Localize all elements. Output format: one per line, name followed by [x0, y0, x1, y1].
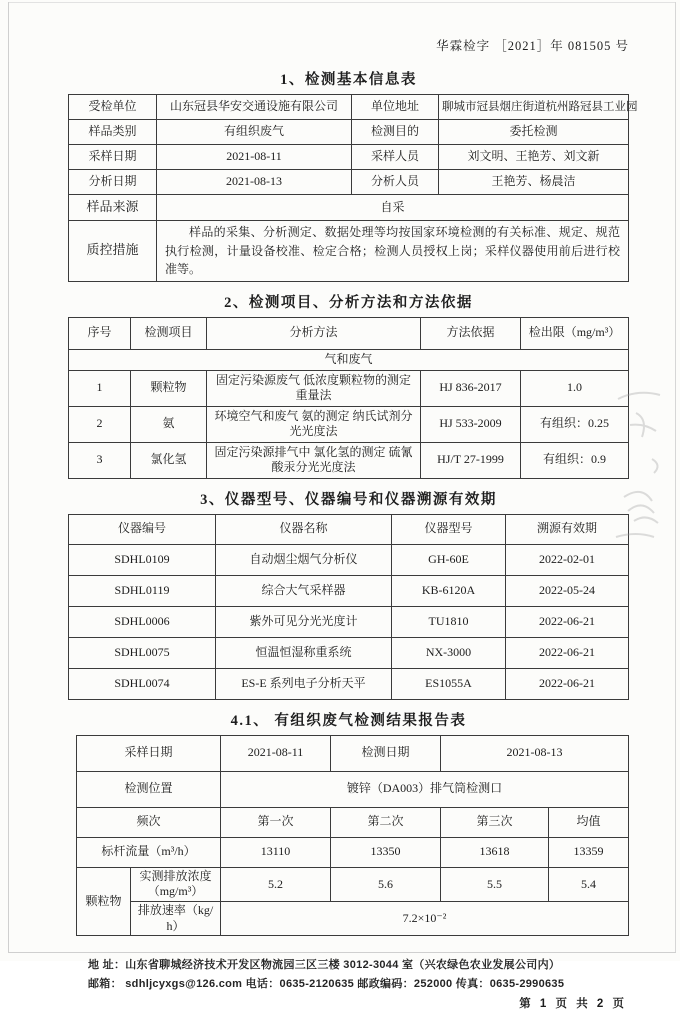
- cell-code: SDHL0074: [69, 668, 216, 699]
- table-row: [69, 170, 629, 195]
- cell-method: 固定污染源废气 低浓度颗粒物的测定 重量法: [207, 370, 421, 406]
- scan-edge: [8, 952, 676, 953]
- cell-label: 采样日期: [69, 145, 157, 170]
- cell-value: 2021-08-11: [157, 145, 352, 170]
- cell-value: 2021-08-11: [221, 735, 331, 771]
- cell-value: 13350: [331, 837, 441, 867]
- cell-value: 5.2: [221, 867, 331, 901]
- doc-number: 华霖检字 ［2021］年 081505 号: [436, 39, 629, 53]
- column-header: 仪器型号: [392, 514, 506, 544]
- cell-no: 3: [69, 442, 131, 478]
- table-row: [69, 606, 629, 637]
- footer-address: 地 址：山东省聊城经济技术开发区物流园三区三楼 3012-3044 室（兴农绿色农业发展公司内）: [88, 959, 561, 972]
- cell-label: 检测目的: [352, 120, 439, 145]
- cell-name: 综合大气采样器: [216, 575, 392, 606]
- cell-item: 颗粒物: [131, 370, 207, 406]
- cell-limit: 有组织：0.25: [521, 406, 629, 442]
- cell-value: 5.5: [441, 867, 549, 901]
- cell-label: 样品来源: [69, 195, 157, 221]
- cell-label: 分析日期: [69, 170, 157, 195]
- cell-item: 氯化氢: [131, 442, 207, 478]
- table-header-row: [69, 317, 629, 349]
- cell-value: 聊城市冠县烟庄街道杭州路冠县工业园: [439, 95, 629, 120]
- table-row: [69, 145, 629, 170]
- column-header: 方法依据: [421, 317, 521, 349]
- cell-name: ES-E 系列电子分析天平: [216, 668, 392, 699]
- cell-method: 固定污染源排气中 氯化氢的测定 硫氰酸汞分光光度法: [207, 442, 421, 478]
- cell-pollutant: 颗粒物: [77, 867, 131, 935]
- cell-limit: 1.0: [521, 370, 629, 406]
- table-row: [69, 544, 629, 575]
- column-header: 序号: [69, 317, 131, 349]
- table-row: [69, 195, 629, 221]
- cell-valid: 2022-06-21: [506, 637, 629, 668]
- table-row: [77, 837, 629, 867]
- cell-method: 环境空气和废气 氨的测定 纳氏试剂分光光度法: [207, 406, 421, 442]
- cell-name: 自动烟尘烟气分析仪: [216, 544, 392, 575]
- table-row: [69, 575, 629, 606]
- scan-edge: [8, 2, 9, 953]
- column-header: 第一次: [221, 807, 331, 837]
- section4-title: 4.1、 有组织废气检测结果报告表: [230, 712, 467, 729]
- table-row: [69, 221, 629, 282]
- table-header-row: [77, 807, 629, 837]
- footer: [88, 956, 629, 993]
- cell-label: 受检单位: [69, 95, 157, 120]
- cell-value: 镀锌（DA003）排气筒检测口: [221, 771, 629, 807]
- table-row: [69, 668, 629, 699]
- cell-code: SDHL0006: [69, 606, 216, 637]
- cell-value: 委托检测: [439, 120, 629, 145]
- cell-label: 单位地址: [352, 95, 439, 120]
- column-header: 仪器编号: [69, 514, 216, 544]
- cell-valid: 2022-06-21: [506, 606, 629, 637]
- cell-limit: 有组织：0.9: [521, 442, 629, 478]
- cell-name: 紫外可见分光光度计: [216, 606, 392, 637]
- cell-value: 2021-08-13: [157, 170, 352, 195]
- table-header-row: [69, 514, 629, 544]
- table-row: [69, 406, 629, 442]
- column-header: 第三次: [441, 807, 549, 837]
- cell-value: 13359: [549, 837, 629, 867]
- column-header: 检出限（mg/m³）: [521, 317, 629, 349]
- cell-basis: HJ/T 27-1999: [421, 442, 521, 478]
- section3-title: 3、仪器型号、仪器编号和仪器溯源有效期: [200, 491, 497, 508]
- cell-valid: 2022-05-24: [506, 575, 629, 606]
- basic-info-table: [68, 94, 638, 282]
- table-row: [69, 637, 629, 668]
- cell-name: 恒温恒湿称重系统: [216, 637, 392, 668]
- cell-label: 检测日期: [331, 735, 441, 771]
- cell-valid: 2022-06-21: [506, 668, 629, 699]
- cell-valid: 2022-02-01: [506, 544, 629, 575]
- cell-code: SDHL0119: [69, 575, 216, 606]
- cell-value: 有组织废气: [157, 120, 352, 145]
- cell-code: SDHL0109: [69, 544, 216, 575]
- cell-value: 13110: [221, 837, 331, 867]
- cell-value: 刘文明、王艳芳、刘文新: [439, 145, 629, 170]
- cell-label: 采样人员: [352, 145, 439, 170]
- table-row: [69, 370, 629, 406]
- cell-label: 质控措施: [69, 221, 157, 282]
- cell-value: 2021-08-13: [441, 735, 629, 771]
- section2-title: 2、检测项目、分析方法和方法依据: [224, 294, 473, 311]
- cell-sublabel: 排放速率（kg/h）: [131, 901, 221, 935]
- footer-contact: 邮箱： sdhljcyxgs@126.com 电话：0635-2120635 邮政编码：252000 传真：0635-2990635: [88, 977, 565, 990]
- cell-basis: HJ 533-2009: [421, 406, 521, 442]
- scan-edge: [8, 2, 676, 3]
- cell-value: 13618: [441, 837, 549, 867]
- methods-table: [68, 317, 629, 479]
- cell-label: 检测位置: [77, 771, 221, 807]
- column-header: 第二次: [331, 807, 441, 837]
- cell-model: TU1810: [392, 606, 506, 637]
- cell-model: KB-6120A: [392, 575, 506, 606]
- cell-label: 分析人员: [352, 170, 439, 195]
- table-row: [77, 735, 629, 771]
- table-row: [77, 901, 629, 935]
- cell-no: 1: [69, 370, 131, 406]
- column-header: 分析方法: [207, 317, 421, 349]
- cell-value: 样品的采集、分析测定、数据处理等均按国家环境检测的有关标准、规定、规范执行检测，计量设备校准、检定合格；检测人员授权上岗；采样仪器使用前后进行校准等。: [157, 221, 629, 282]
- cell-model: GH-60E: [392, 544, 506, 575]
- cell-label: 采样日期: [77, 735, 221, 771]
- table-row: [77, 867, 629, 901]
- cell-label: 标杆流量（m³/h）: [77, 837, 221, 867]
- table-row: [69, 95, 629, 120]
- scan-edge: [675, 2, 676, 953]
- column-header: 仪器名称: [216, 514, 392, 544]
- table-row: [69, 442, 629, 478]
- category-cell: 气和废气: [69, 349, 629, 370]
- cell-sublabel: 实测排放浓度（mg/m³）: [131, 867, 221, 901]
- cell-model: ES1055A: [392, 668, 506, 699]
- column-header: 检测项目: [131, 317, 207, 349]
- cell-no: 2: [69, 406, 131, 442]
- instruments-table: [68, 514, 629, 700]
- cell-value: 山东冠县华安交通设施有限公司: [157, 95, 352, 120]
- cell-value: 王艳芳、杨晨洁: [439, 170, 629, 195]
- column-header: 均值: [549, 807, 629, 837]
- column-header: 溯源有效期: [506, 514, 629, 544]
- cell-value: 5.6: [331, 867, 441, 901]
- table-row: [77, 771, 629, 807]
- cell-label: 频次: [77, 807, 221, 837]
- cell-value: 7.2×10⁻²: [221, 901, 629, 935]
- cell-label: 样品类别: [69, 120, 157, 145]
- cell-basis: HJ 836-2017: [421, 370, 521, 406]
- results-table: [76, 735, 629, 936]
- section1-title: 1、检测基本信息表: [280, 72, 417, 88]
- page-number: 第 1 页 共 2 页: [519, 997, 627, 1010]
- cell-code: SDHL0075: [69, 637, 216, 668]
- cell-item: 氨: [131, 406, 207, 442]
- table-row: [69, 120, 629, 145]
- cell-model: NX-3000: [392, 637, 506, 668]
- cell-value: 自采: [157, 195, 629, 221]
- cell-value: 5.4: [549, 867, 629, 901]
- category-row: [69, 349, 629, 370]
